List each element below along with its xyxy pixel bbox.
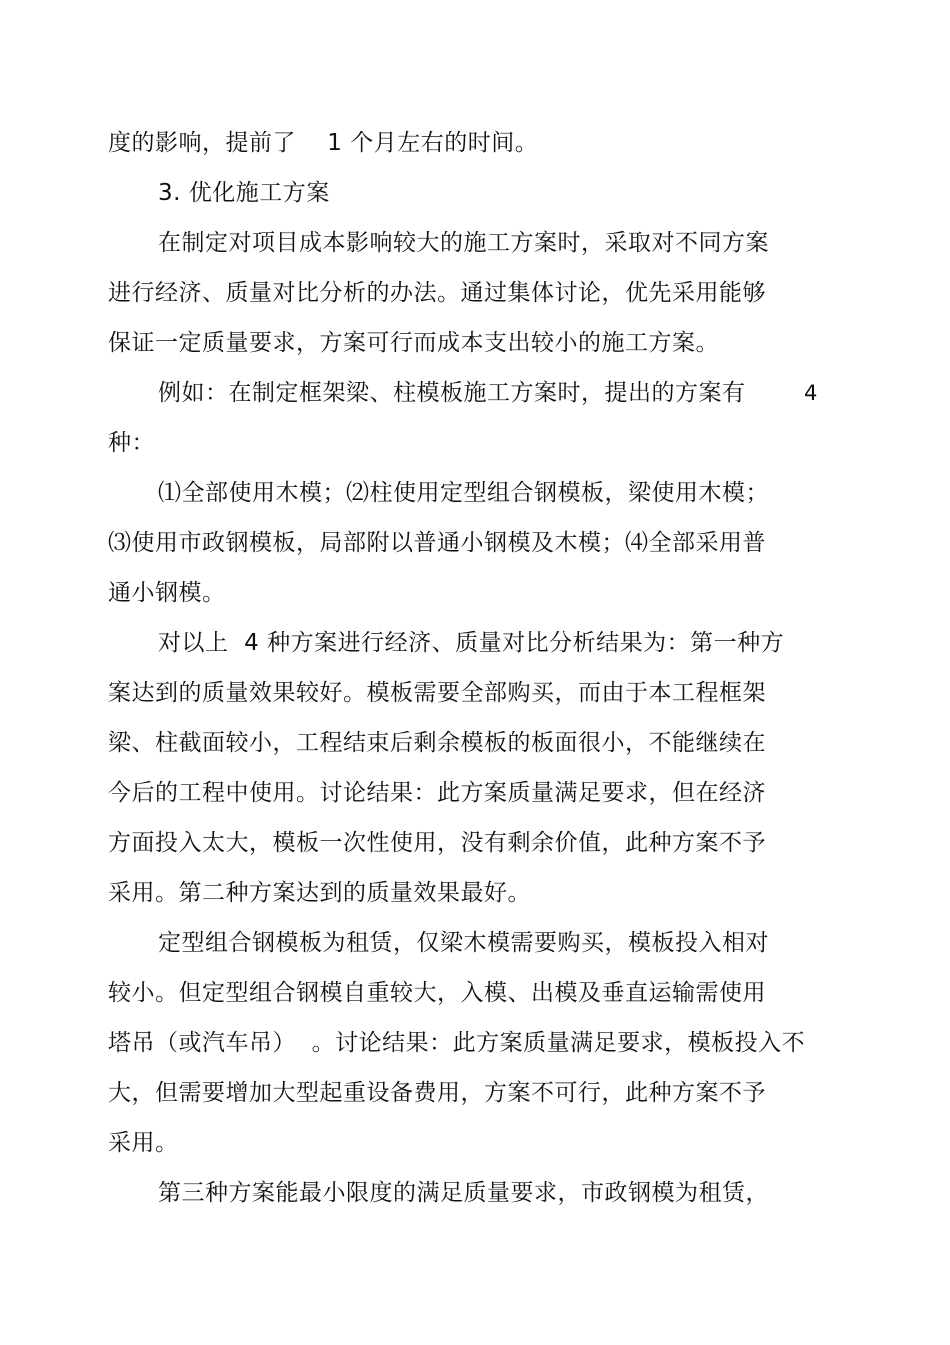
example-count: 4 [804,381,818,405]
text-line-3: 在制定对项目成本影响较大的施工方案时，采取对不同方案 [158,230,769,256]
text-line-8: ⑴全部使用木模；⑵柱使用定型组合钢模板，梁使用木模； [158,480,769,506]
text-line-16: 采用。第二种方案达到的质量效果最好。 [108,880,531,906]
text-line-21: 采用。 [108,1130,179,1156]
text-line-18: 较小。但定型组合钢模自重较大，入模、出模及垂直运输需使用 [108,980,766,1006]
text-line-17: 定型组合钢模板为租赁，仅梁木模需要购买，模板投入相对 [158,930,769,956]
text-line-4: 进行经济、质量对比分析的办法。通过集体讨论，优先采用能够 [108,280,766,306]
text-line-12: 案达到的质量效果较好。模板需要全部购买，而由于本工程框架 [108,680,766,706]
text-line-9: ⑶使用市政钢模板，局部附以普通小钢模及木模；⑷全部采用普 [108,530,766,556]
section-heading: 3. 优化施工方案 [158,180,330,206]
text-line-11: 对以上 4 种方案进行经济、质量对比分析结果为：第一种方 [158,630,785,656]
text-line-15: 方面投入太大，模板一次性使用，没有剩余价值，此种方案不予 [108,830,766,856]
text-line-1: 度的影响，提前了 1 个月左右的时间。 [108,130,539,156]
text-line-19: 塔吊（或汽车吊） 。讨论结果：此方案质量满足要求，模板投入不 [108,1030,806,1056]
text-line-14: 今后的工程中使用。讨论结果：此方案质量满足要求，但在经济 [108,780,766,806]
text-line-5: 保证一定质量要求，方案可行而成本支出较小的施工方案。 [108,330,719,356]
text-line-6: 例如：在制定框架梁、柱模板施工方案时，提出的方案有 [158,380,746,406]
text-line-13: 梁、柱截面较小，工程结束后剩余模板的板面很小，不能继续在 [108,730,766,756]
text-line-7: 种： [108,430,155,456]
text-line-20: 大，但需要增加大型起重设备费用，方案不可行，此种方案不予 [108,1080,766,1106]
text-line-22: 第三种方案能最小限度的满足质量要求，市政钢模为租赁， [158,1180,769,1206]
text-line-10: 通小钢模。 [108,580,226,606]
